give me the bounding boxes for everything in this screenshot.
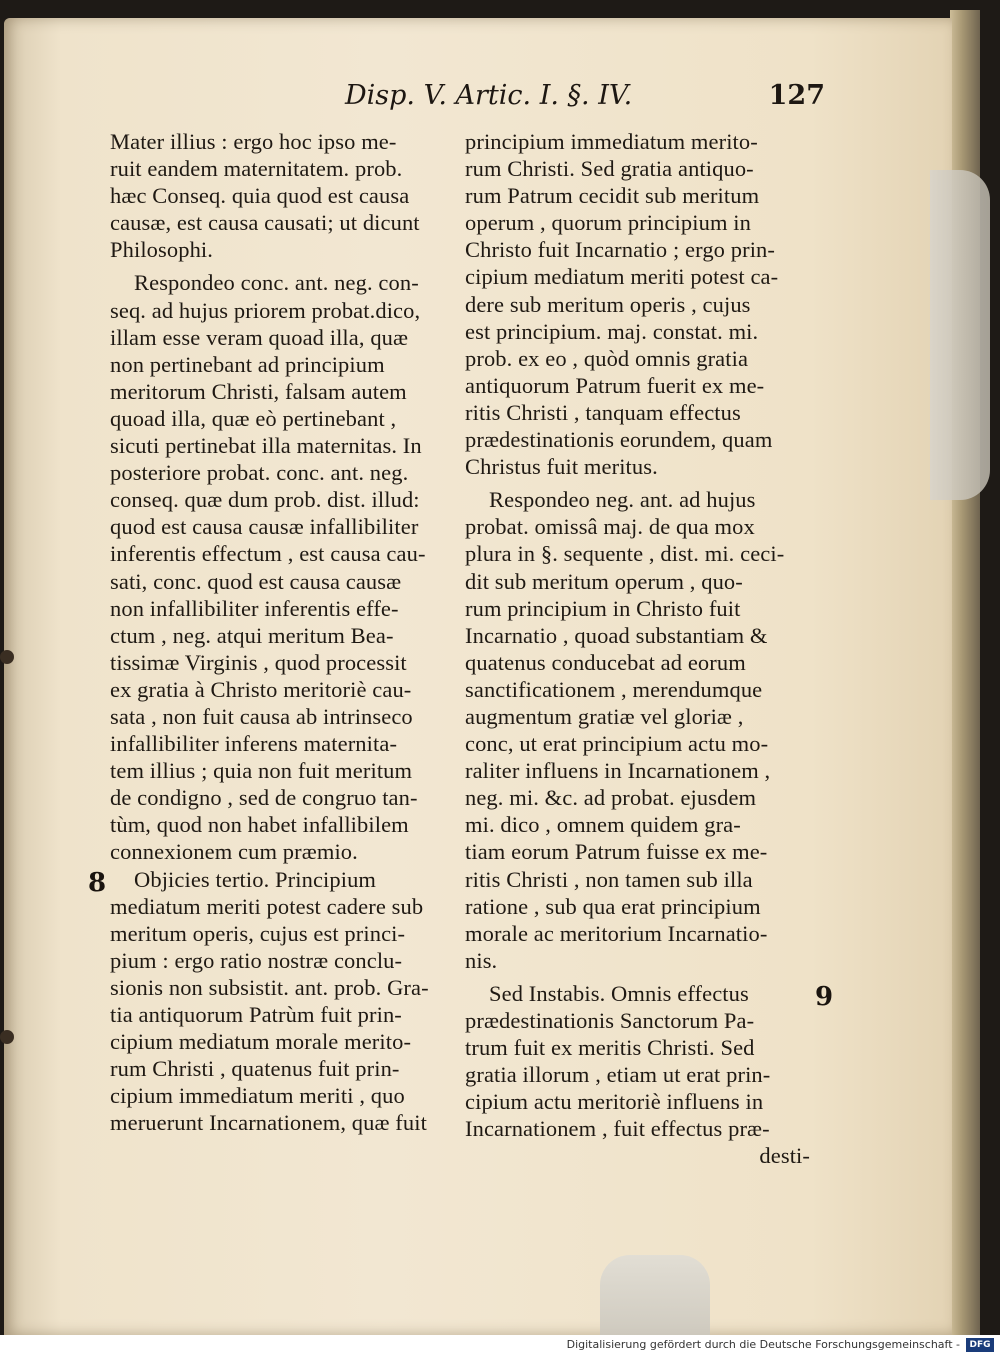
- text-line: prædestinationis Sanctorum Pa-: [465, 1008, 755, 1033]
- text-line: quod est causa causæ infallibiliter: [110, 514, 419, 540]
- running-header: [345, 80, 825, 120]
- text-line: mi. dico , omnem quidem gra-: [465, 812, 741, 838]
- text-line: non infallibiliter inferentis effe-: [110, 595, 399, 621]
- text-line: conc, ut erat principium actu mo-: [465, 731, 769, 757]
- text-line: ritis Christi , tanquam effectus: [465, 399, 741, 425]
- text-line: tùm, quod non habet infallibilem: [110, 812, 409, 838]
- text-line: prob. ex eo , quòd omnis gratia: [465, 345, 749, 371]
- dfg-logo: DFG: [966, 1338, 994, 1352]
- footer-credit: Digitalisierung gefördert durch die Deutsche Forschungsgemeinschaft -: [566, 1338, 960, 1351]
- text-line: quoad illa, quæ eò pertinebant ,: [110, 405, 397, 431]
- text-line: antiquorum Patrum fuerit ex me-: [465, 372, 765, 398]
- margin-note-right: 9: [815, 982, 834, 1012]
- text-line: rum Christi. Sed gratia antiquo-: [465, 156, 754, 182]
- right-text-column: [465, 128, 810, 1170]
- text-line: ratione , sub qua erat principium: [465, 893, 761, 919]
- text-line: sanctificationem , merendumque: [465, 676, 763, 702]
- text-line: illam esse veram quoad illa, quæ: [110, 324, 409, 350]
- text-line: gratia illorum , etiam ut erat prin-: [465, 1062, 771, 1088]
- page-clip: [930, 170, 990, 500]
- text-line: Sed Instabis. Omnis effectus: [489, 980, 749, 1006]
- text-line: dit sub meritum operum , quo-: [465, 568, 743, 594]
- text-line: cipium immediatum meriti , quo: [110, 1083, 405, 1109]
- text-line: rum principium in Christo fuit: [465, 595, 741, 621]
- text-line: principium immediatum merito-: [465, 129, 758, 154]
- text-line: rum Christi , quatenus fuit prin-: [110, 1056, 400, 1082]
- text-line: Christo fuit Incarnatio ; ergo prin-: [465, 237, 775, 263]
- text-line: tia antiquorum Patrùm fuit prin-: [110, 1002, 402, 1027]
- margin-note-left: 8: [88, 868, 107, 898]
- text-line: Incarnatio , quoad substantiam &: [465, 622, 768, 648]
- text-line: probat. omissâ maj. de qua mox: [465, 514, 755, 540]
- text-line: seq. ad hujus priorem probat.dico,: [110, 297, 421, 323]
- text-line: ruit eandem maternitatem. prob.: [110, 156, 403, 182]
- text-line: raliter influens in Incarnationem ,: [465, 758, 771, 784]
- text-line: ritis Christi , non tamen sub illa: [465, 866, 753, 892]
- text-line: sionis non subsistit. ant. prob. Gra-: [110, 974, 429, 1000]
- running-title: Disp. V. Artic. I. §. IV.: [345, 80, 633, 111]
- text-line: inferentis effectum , est causa cau-: [110, 541, 426, 567]
- text-line: operum , quorum principium in: [465, 210, 751, 236]
- text-line: non pertinebant ad principium: [110, 351, 385, 377]
- text-line: neg. mi. &c. ad probat. ejusdem: [465, 785, 757, 811]
- text-line: connexionem cum præmio.: [110, 839, 358, 865]
- text-line: meruerunt Incarnationem, quæ fuit: [110, 1110, 427, 1136]
- text-line: augmentum gratiæ vel gloriæ ,: [465, 703, 744, 729]
- text-line: nis.: [465, 947, 498, 973]
- text-line: plura in §. sequente , dist. mi. ceci-: [465, 541, 785, 567]
- text-line: meritum operis, cujus est princi-: [110, 920, 406, 946]
- text-line: est principium. maj. constat. mi.: [465, 318, 759, 344]
- text-line: sati, conc. quod est causa causæ: [110, 568, 402, 594]
- text-line: sicuti pertinebat illa maternitas. In: [110, 433, 422, 459]
- text-line: conseq. quæ dum prob. dist. illud:: [110, 487, 420, 513]
- text-line: ex gratia à Christo meritoriè cau-: [110, 676, 412, 702]
- text-line: tissimæ Virginis , quod processit: [110, 649, 407, 675]
- text-line: tem illius ; quia non fuit meritum: [110, 758, 413, 784]
- text-line: desti-: [759, 1143, 810, 1169]
- text-line: cipium actu meritoriè influens in: [465, 1089, 764, 1115]
- text-line: Mater illius : ergo hoc ipso me-: [110, 129, 397, 154]
- text-line: quatenus conducebat ad eorum: [465, 649, 746, 675]
- text-line: de condigno , sed de congruo tan-: [110, 785, 418, 811]
- text-line: pium : ergo ratio nostræ conclu-: [110, 947, 403, 973]
- text-line: ctum , neg. atqui meritum Bea-: [110, 622, 394, 648]
- text-line: Christus fuit meritus.: [465, 454, 658, 480]
- text-line: sata , non fuit causa ab intrinseco: [110, 703, 413, 729]
- text-line: meritorum Christi, falsam autem: [110, 378, 407, 404]
- text-line: causæ, est causa causati; ut dicunt: [110, 210, 420, 236]
- text-line: Objicies tertio. Principium: [134, 866, 377, 892]
- text-line: infallibiliter inferens maternita-: [110, 731, 398, 757]
- text-line: rum Patrum cecidit sub meritum: [465, 183, 760, 209]
- text-line: Respondeo neg. ant. ad hujus: [489, 487, 756, 513]
- binding-hole: [0, 650, 14, 664]
- text-line: posteriore probat. conc. ant. neg.: [110, 460, 409, 486]
- text-line: dere sub meritum operis , cujus: [465, 291, 751, 317]
- binding-hole: [0, 1030, 14, 1044]
- text-line: prædestinationis eorundem, quam: [465, 427, 773, 453]
- page-weight: [600, 1255, 710, 1335]
- text-line: mediatum meriti potest cadere sub: [110, 893, 424, 919]
- text-line: hæc Conseq. quia quod est causa: [110, 183, 410, 209]
- text-line: Respondeo conc. ant. neg. con-: [134, 270, 419, 296]
- text-line: morale ac meritorium Incarnatio-: [465, 920, 768, 946]
- digitization-footer: [0, 1335, 1000, 1355]
- page-number: 127: [768, 80, 825, 111]
- text-line: tiam eorum Patrum fuisse ex me-: [465, 839, 768, 865]
- text-line: cipium mediatum meriti potest ca-: [465, 264, 779, 290]
- text-line: Incarnationem , fuit effectus præ-: [465, 1116, 770, 1142]
- text-line: trum fuit ex meritis Christi. Sed: [465, 1035, 755, 1061]
- left-text-column: [110, 128, 455, 1136]
- text-line: cipium mediatum morale merito-: [110, 1029, 412, 1055]
- text-line: Philosophi.: [110, 237, 213, 263]
